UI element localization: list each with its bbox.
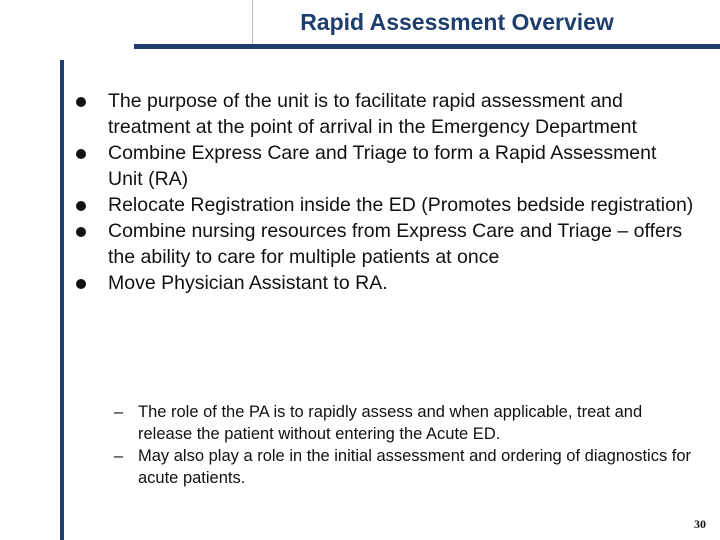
sub-bullet-text: The role of the PA is to rapidly assess and when applicable, treat and release the patient without entering the Acute ED. [138, 403, 643, 443]
bullet-text: Move Physician Assistant to RA. [108, 272, 388, 294]
bullet-item [76, 192, 696, 218]
bullet-item [76, 88, 696, 140]
sub-bullet-item [114, 445, 694, 489]
bullet-item [76, 270, 696, 296]
sub-bullet-item [114, 401, 694, 445]
bullet-list [76, 88, 696, 296]
bullet-text: Relocate Registration inside the ED (Promotes bedside registration) [108, 194, 694, 216]
dash-marker: – [114, 403, 124, 421]
bullet-dot-icon [76, 201, 86, 211]
slide-title: Rapid Assessment Overview [300, 8, 614, 35]
sub-bullet-text: May also play a role in the initial assessment and ordering of diagnostics for acute patients. [138, 447, 692, 487]
sub-bullet-list [114, 401, 694, 489]
bullet-dot-icon [76, 227, 86, 237]
bullet-dot-icon [76, 149, 86, 159]
left-accent-rule [60, 60, 64, 540]
bullet-text: Combine nursing resources from Express Care and Triage – offers the ability to care for multiple patients at once [108, 220, 683, 268]
bullet-text: The purpose of the unit is to facilitate rapid assessment and treatment at the point of arrival in the Emergency Department [108, 90, 637, 138]
bullet-text: Combine Express Care and Triage to form a Rapid Assessment Unit (RA) [108, 142, 657, 190]
bullet-item [76, 218, 696, 270]
bullet-dot-icon [76, 97, 86, 107]
dash-marker: – [114, 447, 124, 465]
page-number: 30 [694, 517, 706, 531]
bullet-dot-icon [76, 279, 86, 289]
bullet-item [76, 140, 696, 192]
title-underline [134, 44, 720, 49]
